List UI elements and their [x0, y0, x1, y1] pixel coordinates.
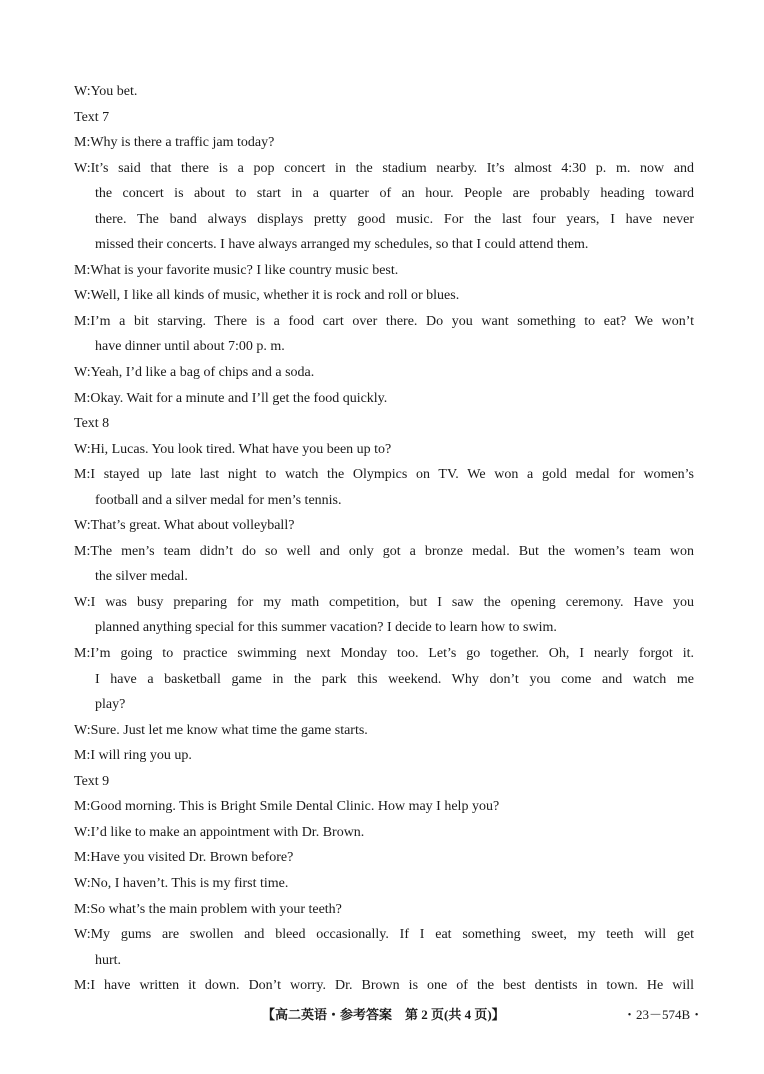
dialogue-line: W:I was busy preparing for my math competition, but I saw the opening ceremony. Have you [74, 594, 694, 610]
dialogue-line: W:No, I haven’t. This is my first time. [74, 875, 289, 891]
dialogue-line: M:I’m a bit starving. There is a food cart over there. Do you want something to eat? We won’t [74, 313, 694, 329]
dialogue-line: M:Good morning. This is Bright Smile Dental Clinic. How may I help you? [74, 799, 500, 815]
footer-code: ・23－574B・ [623, 1007, 704, 1022]
dialogue-continuation: play? [95, 697, 126, 713]
dialogue-line: W:Yeah, I’d like a bag of chips and a soda. [74, 365, 315, 381]
section-heading: Text 7 [74, 109, 110, 125]
dialogue-line: W:My gums are swollen and bleed occasionally. If I eat something sweet, my teeth will get [74, 927, 694, 943]
dialogue-continuation: football and a silver medal for men’s tennis. [95, 492, 342, 508]
dialogue-continuation: planned anything special for this summer vacation? I decide to learn how to swim. [95, 620, 557, 636]
dialogue-continuation: the concert is about to start in a quarter of an hour. People are probably heading toward [95, 186, 694, 202]
dialogue-line: M:I’m going to practice swimming next Monday too. Let’s go together. Oh, I nearly forgot it. [74, 646, 694, 662]
dialogue-continuation: I have a basketball game in the park this weekend. Why don’t you come and watch me [95, 671, 694, 687]
dialogue-line: M:The men’s team didn’t do so well and only got a bronze medal. But the women’s team won [74, 543, 694, 559]
section-heading: Text 9 [74, 773, 110, 789]
transcript-body [74, 79, 694, 999]
dialogue-line: M:Have you visited Dr. Brown before? [74, 850, 294, 866]
dialogue-line: W:That’s great. What about volleyball? [74, 518, 295, 534]
dialogue-line: M:What is your favorite music? I like country music best. [74, 262, 399, 278]
dialogue-line: M:Why is there a traffic jam today? [74, 135, 275, 151]
dialogue-line: M:Okay. Wait for a minute and I’ll get the food quickly. [74, 390, 388, 406]
dialogue-continuation: hurt. [95, 952, 122, 968]
dialogue-continuation: the silver medal. [95, 569, 188, 585]
dialogue-line: W:You bet. [74, 84, 138, 99]
section-heading: Text 8 [74, 416, 110, 432]
dialogue-continuation: there. The band always displays pretty good music. For the last four years, I have never [95, 211, 694, 227]
dialogue-continuation: have dinner until about 7:00 p. m. [95, 339, 285, 355]
dialogue-line: M:So what’s the main problem with your teeth? [74, 901, 342, 917]
dialogue-line: W:It’s said that there is a pop concert in the stadium nearby. It’s almost 4:30 p. m. now and [74, 160, 694, 176]
dialogue-line: W:Sure. Just let me know what time the game starts. [74, 722, 368, 738]
dialogue-continuation: missed their concerts. I have always arranged my schedules, so that I could attend them. [95, 237, 589, 253]
dialogue-line: W:Hi, Lucas. You look tired. What have you been up to? [74, 441, 392, 457]
dialogue-line: M:I stayed up late last night to watch the Olympics on TV. We won a gold medal for women’s [74, 467, 694, 483]
footer-page-info: 【高二英语・参考答案 第 2 页(共 4 页)】 [262, 1007, 505, 1022]
page-footer [0, 1004, 764, 1024]
dialogue-line: M:I will ring you up. [74, 748, 192, 764]
dialogue-line: M:I have written it down. Don’t worry. Dr. Brown is one of the best dentists in town. He will [74, 978, 694, 994]
dialogue-line: W:Well, I like all kinds of music, whether it is rock and roll or blues. [74, 288, 460, 304]
dialogue-line: W:I’d like to make an appointment with Dr. Brown. [74, 824, 365, 840]
